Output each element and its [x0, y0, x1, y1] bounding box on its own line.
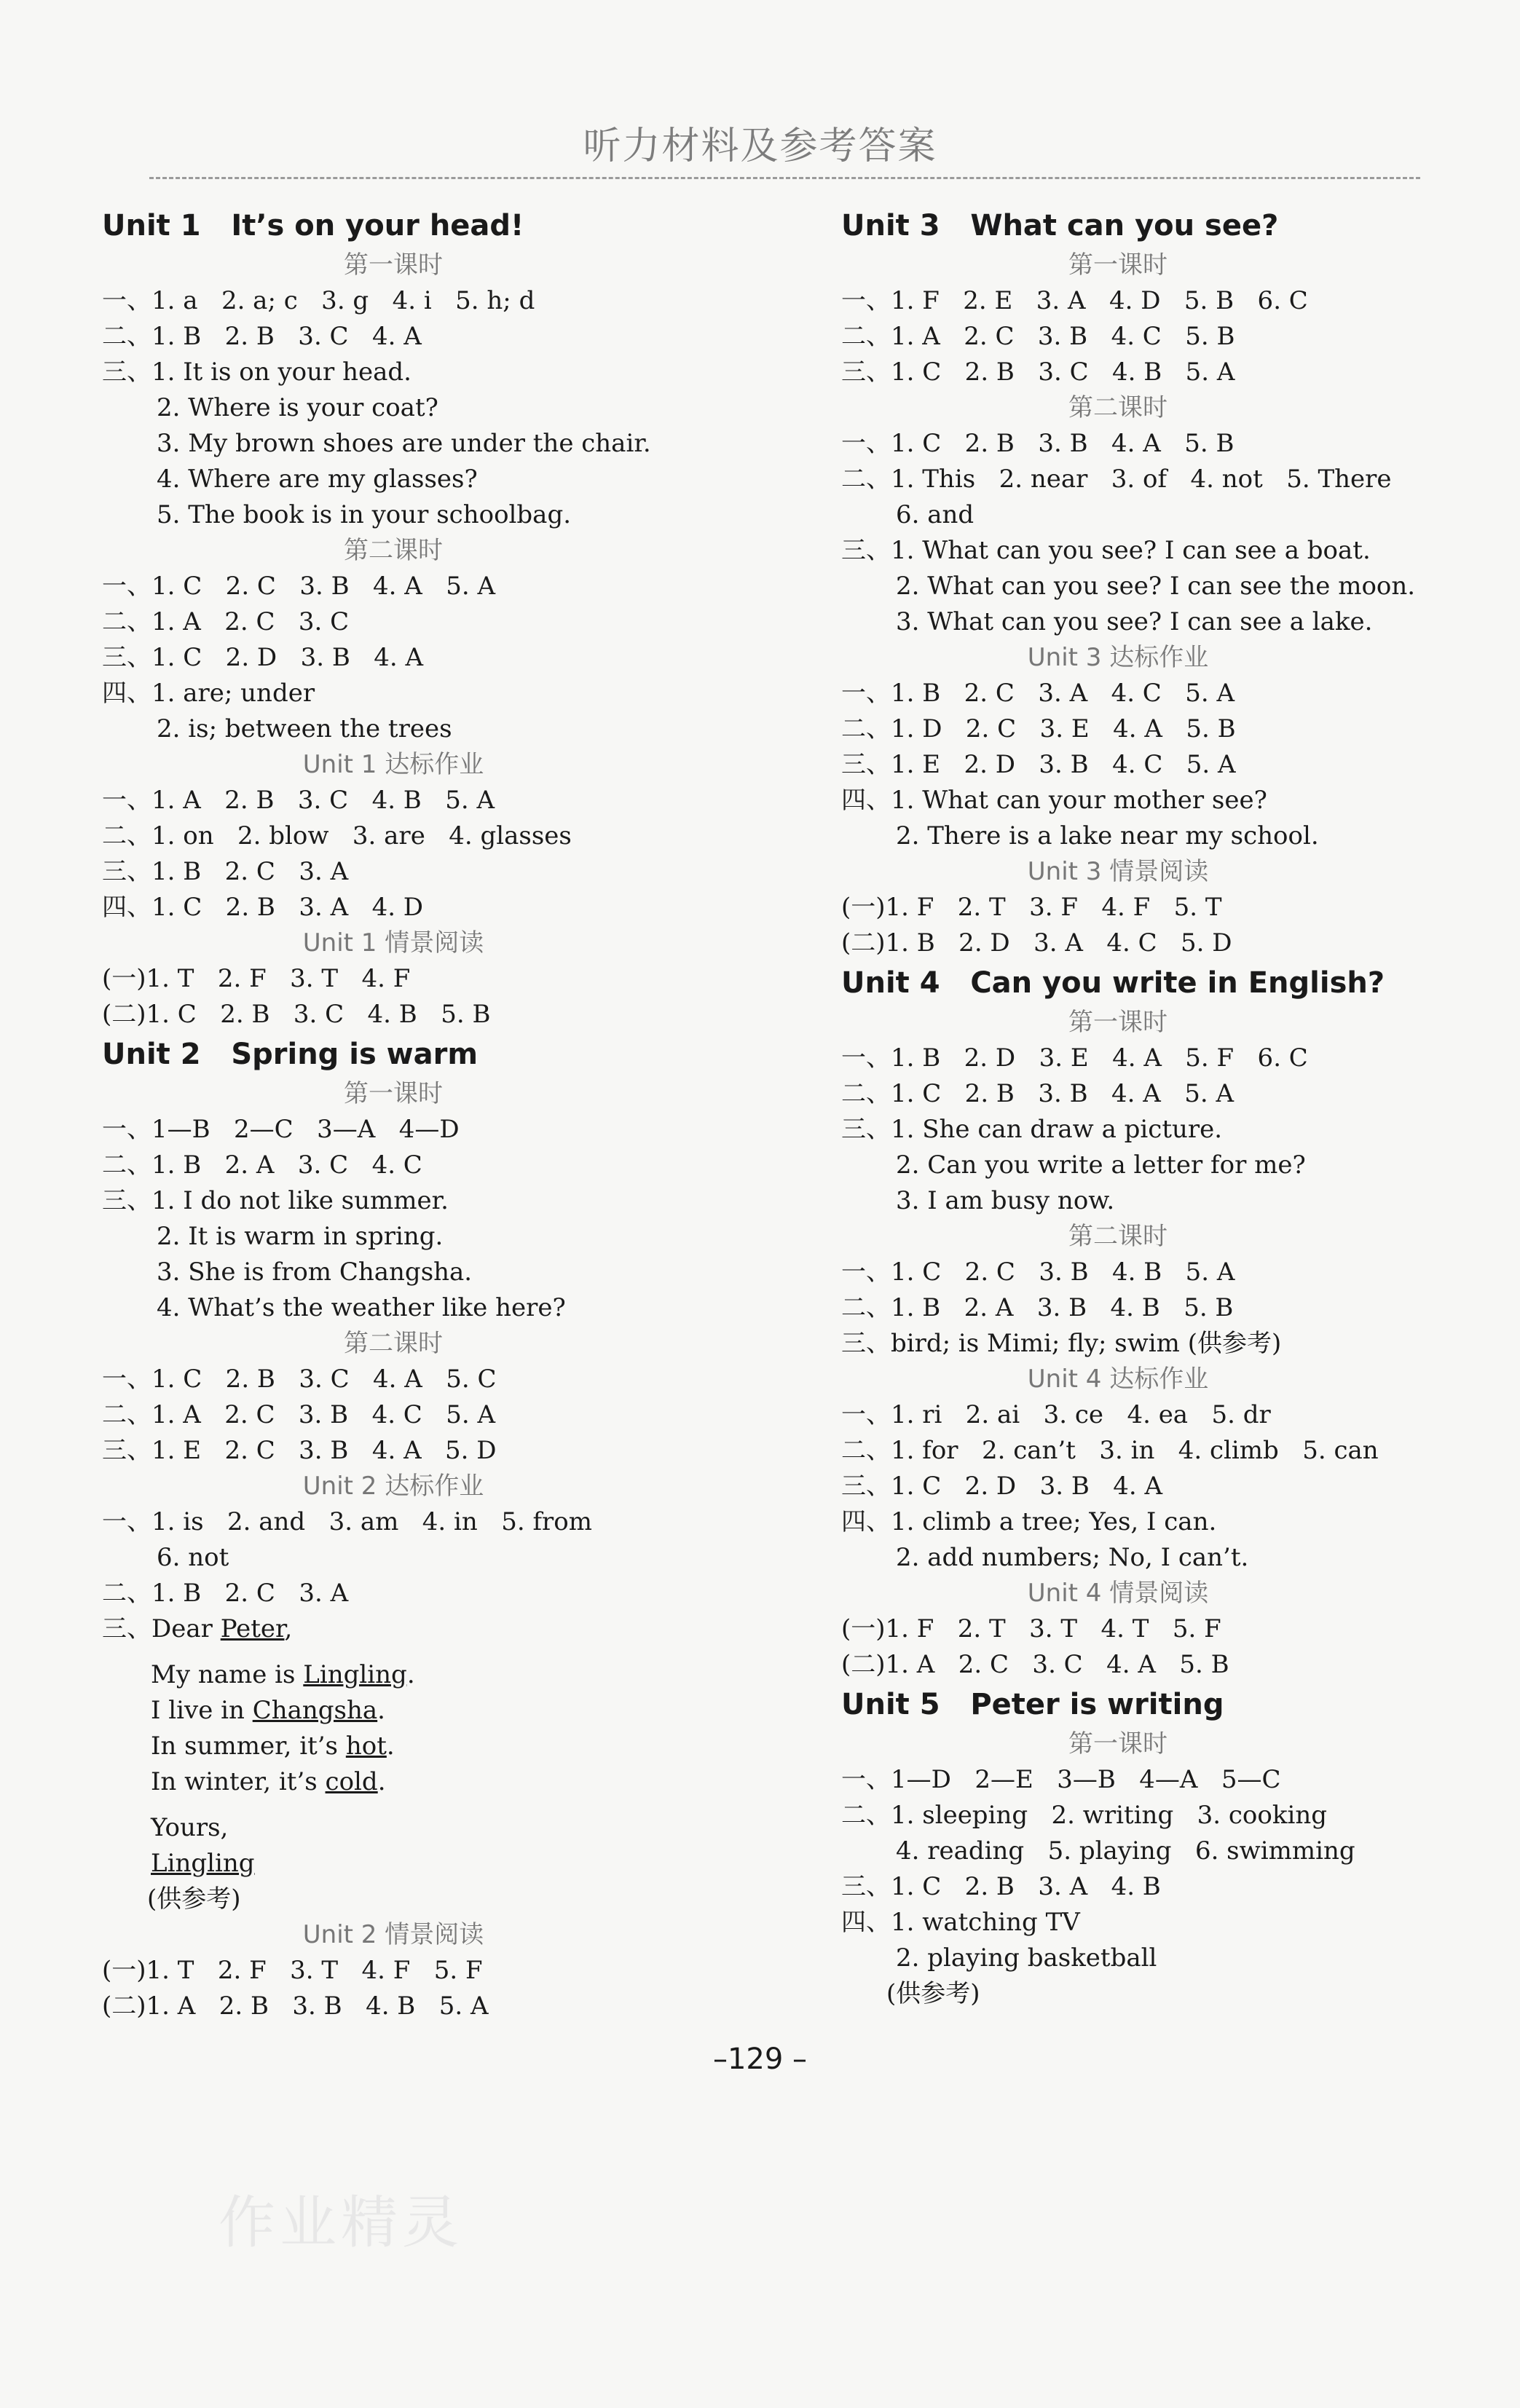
answer-line: 三、bird; is Mimi; fly; swim (供参考)	[841, 1329, 1282, 1358]
text: In winter, it’s	[151, 1767, 326, 1796]
answer-line: (二)1. A 2. C 3. C 4. A 5. B	[841, 1650, 1229, 1679]
answer-line: 二、1. D 2. C 3. E 4. A 5. B	[841, 714, 1236, 743]
answer-line: 2. Can you write a letter for me?	[896, 1150, 1306, 1180]
answer-line: 3. She is from Changsha.	[157, 1258, 473, 1287]
answer-line: 二、1. A 2. C 3. B 4. C 5. B	[841, 322, 1235, 351]
unit-1-lesson-1-heading: 第一课时	[344, 250, 443, 280]
letter-greeting	[102, 1611, 772, 1647]
unit-5-lesson-1-heading: 第一课时	[1068, 1729, 1167, 1758]
letter-closing: Yours,	[151, 1813, 229, 1842]
answer-line: 二、1. on 2. blow 3. are 4. glasses	[102, 821, 572, 850]
answer-line: (二)1. B 2. D 3. A 4. C 5. D	[841, 928, 1232, 958]
answer-line: 3. I am busy now.	[896, 1186, 1115, 1215]
unit-2-homework-heading: Unit 2 达标作业	[302, 1472, 484, 1501]
letter-line	[102, 1729, 772, 1764]
answer-line: 2. What can you see? I can see the moon.	[896, 572, 1416, 601]
underlined-name: Peter	[220, 1614, 285, 1643]
unit-1-lesson-2-heading: 第二课时	[344, 536, 443, 565]
answer-line: (一)1. T 2. F 3. T 4. F	[102, 964, 411, 993]
unit-4-lesson-2-heading: 第二课时	[1068, 1222, 1167, 1251]
answer-line: 二、1. B 2. C 3. A	[102, 1579, 349, 1608]
answer-line: 三、1. C 2. B 3. C 4. B 5. A	[841, 358, 1235, 387]
answer-line: 二、1. C 2. B 3. B 4. A 5. A	[841, 1079, 1234, 1108]
unit-5-title: Unit 5 Peter is writing	[841, 1688, 1224, 1721]
unit-3-homework-heading: Unit 3 达标作业	[1027, 643, 1209, 672]
answer-line: 5. The book is in your schoolbag.	[157, 500, 572, 529]
text: In summer, it’s	[151, 1732, 346, 1761]
letter-signature: Lingling	[151, 1849, 255, 1878]
answer-line: 一、1—B 2—C 3—A 4—D	[102, 1115, 460, 1144]
unit-2-reading-heading: Unit 2 情景阅读	[302, 1920, 484, 1949]
answer-line: 三、1. It is on your head.	[102, 358, 411, 387]
unit-3-title: Unit 3 What can you see?	[841, 209, 1279, 242]
page-header-title: 听力材料及参考答案	[583, 125, 937, 168]
answer-line: 四、1. are; under	[102, 679, 315, 708]
text: ,	[284, 1614, 293, 1643]
answer-line: 3. My brown shoes are under the chair.	[157, 429, 651, 458]
answer-line: 一、1. is 2. and 3. am 4. in 5. from	[102, 1507, 593, 1536]
underlined-answer: hot	[345, 1732, 387, 1761]
answer-line: 一、1. F 2. E 3. A 4. D 5. B 6. C	[841, 286, 1308, 315]
answer-line: 2. Where is your coat?	[157, 393, 438, 422]
answer-line: 一、1. A 2. B 3. C 4. B 5. A	[102, 786, 495, 815]
answer-line: 6. and	[896, 500, 974, 529]
answer-line: 三、1. I do not like summer.	[102, 1186, 449, 1215]
header-divider	[149, 177, 1420, 179]
answer-line: 3. What can you see? I can see a lake.	[896, 607, 1373, 636]
answer-line: 一、1—D 2—E 3—B 4—A 5—C	[841, 1765, 1281, 1794]
answer-line: (二)1. C 2. B 3. C 4. B 5. B	[102, 1000, 491, 1029]
unit-1-homework-heading: Unit 1 达标作业	[302, 750, 484, 779]
answer-line: 三、1. E 2. C 3. B 4. A 5. D	[102, 1436, 497, 1465]
page-number: –129 –	[712, 2042, 808, 2076]
text: .	[377, 1696, 385, 1725]
answer-line: 一、1. C 2. C 3. B 4. B 5. A	[841, 1258, 1235, 1287]
answer-line: 二、1. sleeping 2. writing 3. cooking	[841, 1801, 1328, 1830]
answer-line: 三、1. C 2. D 3. B 4. A	[841, 1472, 1163, 1501]
answer-line: 一、1. ri 2. ai 3. ce 4. ea 5. dr	[841, 1400, 1271, 1429]
text: .	[386, 1732, 395, 1761]
answer-line: 二、1. B 2. A 3. B 4. B 5. B	[841, 1293, 1234, 1322]
unit-4-lesson-1-heading: 第一课时	[1068, 1008, 1167, 1037]
right-column	[841, 204, 1497, 2012]
answer-line: 三、1. She can draw a picture.	[841, 1115, 1223, 1144]
left-column	[102, 204, 772, 2024]
letter-line	[102, 1657, 772, 1693]
reference-note: (供参考)	[147, 1884, 241, 1914]
answer-line: 二、1. A 2. C 3. C	[102, 607, 350, 636]
text: 三、Dear	[102, 1614, 221, 1643]
underlined-answer: cold	[325, 1767, 378, 1796]
answer-line: 二、1. B 2. B 3. C 4. A	[102, 322, 422, 351]
unit-3-lesson-2-heading: 第二课时	[1068, 393, 1167, 422]
answer-line: 一、1. C 2. B 3. B 4. A 5. B	[841, 429, 1234, 458]
answer-line: 二、1. A 2. C 3. B 4. C 5. A	[102, 1400, 496, 1429]
unit-2-lesson-1-heading: 第一课时	[344, 1079, 443, 1108]
answer-line: 四、1. watching TV	[841, 1908, 1080, 1937]
answer-line: 三、1. C 2. B 3. A 4. B	[841, 1872, 1161, 1901]
answer-line: 一、1. C 2. B 3. C 4. A 5. C	[102, 1365, 497, 1394]
answer-line: 2. add numbers; No, I can’t.	[896, 1543, 1249, 1572]
answer-line: 2. It is warm in spring.	[157, 1222, 444, 1251]
text: .	[377, 1767, 386, 1796]
answer-line: 一、1. C 2. C 3. B 4. A 5. A	[102, 572, 496, 601]
answer-line: 一、1. B 2. D 3. E 4. A 5. F 6. C	[841, 1043, 1308, 1073]
answer-line: 二、1. This 2. near 3. of 4. not 5. There	[841, 465, 1392, 494]
answer-line: 4. reading 5. playing 6. swimming	[896, 1836, 1355, 1866]
answer-line: 2. is; between the trees	[157, 714, 452, 743]
answer-line: 4. What’s the weather like here?	[157, 1293, 566, 1322]
watermark: 作业精灵	[218, 2190, 464, 2256]
unit-2-title: Unit 2 Spring is warm	[102, 1038, 479, 1071]
answer-line: (一)1. T 2. F 3. T 4. F 5. F	[102, 1956, 483, 1985]
letter-line	[102, 1764, 772, 1800]
answer-line: 6. not	[157, 1543, 229, 1572]
text: .	[406, 1660, 415, 1689]
unit-3-lesson-1-heading: 第一课时	[1068, 250, 1167, 280]
answer-line: 4. Where are my glasses?	[157, 465, 478, 494]
unit-4-homework-heading: Unit 4 达标作业	[1027, 1365, 1209, 1394]
answer-line: 三、1. What can you see? I can see a boat.	[841, 536, 1371, 565]
underlined-answer: Changsha	[252, 1696, 378, 1725]
answer-line: 四、1. C 2. B 3. A 4. D	[102, 893, 424, 922]
letter-line	[102, 1693, 772, 1729]
unit-1-reading-heading: Unit 1 情景阅读	[302, 928, 484, 958]
answer-line: (一)1. F 2. T 3. T 4. T 5. F	[841, 1614, 1221, 1643]
answer-line: (一)1. F 2. T 3. F 4. F 5. T	[841, 893, 1222, 922]
answer-line: 三、1. B 2. C 3. A	[102, 857, 349, 886]
answer-line: 2. There is a lake near my school.	[896, 821, 1319, 850]
answer-line: 三、1. C 2. D 3. B 4. A	[102, 643, 424, 672]
unit-4-reading-heading: Unit 4 情景阅读	[1027, 1579, 1209, 1608]
unit-2-lesson-2-heading: 第二课时	[344, 1329, 443, 1358]
unit-3-reading-heading: Unit 3 情景阅读	[1027, 857, 1209, 886]
answer-line: 二、1. for 2. can’t 3. in 4. climb 5. can	[841, 1436, 1379, 1465]
answer-line: 一、1. B 2. C 3. A 4. C 5. A	[841, 679, 1235, 708]
reference-note: (供参考)	[886, 1979, 980, 2008]
answer-line: 一、1. a 2. a; c 3. g 4. i 5. h; d	[102, 286, 535, 315]
unit-4-title: Unit 4 Can you write in English?	[841, 966, 1385, 1000]
answer-line: (二)1. A 2. B 3. B 4. B 5. A	[102, 1991, 489, 2021]
answer-line: 二、1. B 2. A 3. C 4. C	[102, 1150, 422, 1180]
underlined-answer: Lingling	[303, 1660, 407, 1689]
answer-line: 四、1. What can your mother see?	[841, 786, 1267, 815]
unit-1-title: Unit 1 It’s on your head!	[102, 209, 524, 242]
answer-line: 三、1. E 2. D 3. B 4. C 5. A	[841, 750, 1236, 779]
text: My name is	[151, 1660, 304, 1689]
answer-line: 四、1. climb a tree; Yes, I can.	[841, 1507, 1217, 1536]
answer-line: 2. playing basketball	[896, 1943, 1157, 1973]
text: I live in	[151, 1696, 253, 1725]
